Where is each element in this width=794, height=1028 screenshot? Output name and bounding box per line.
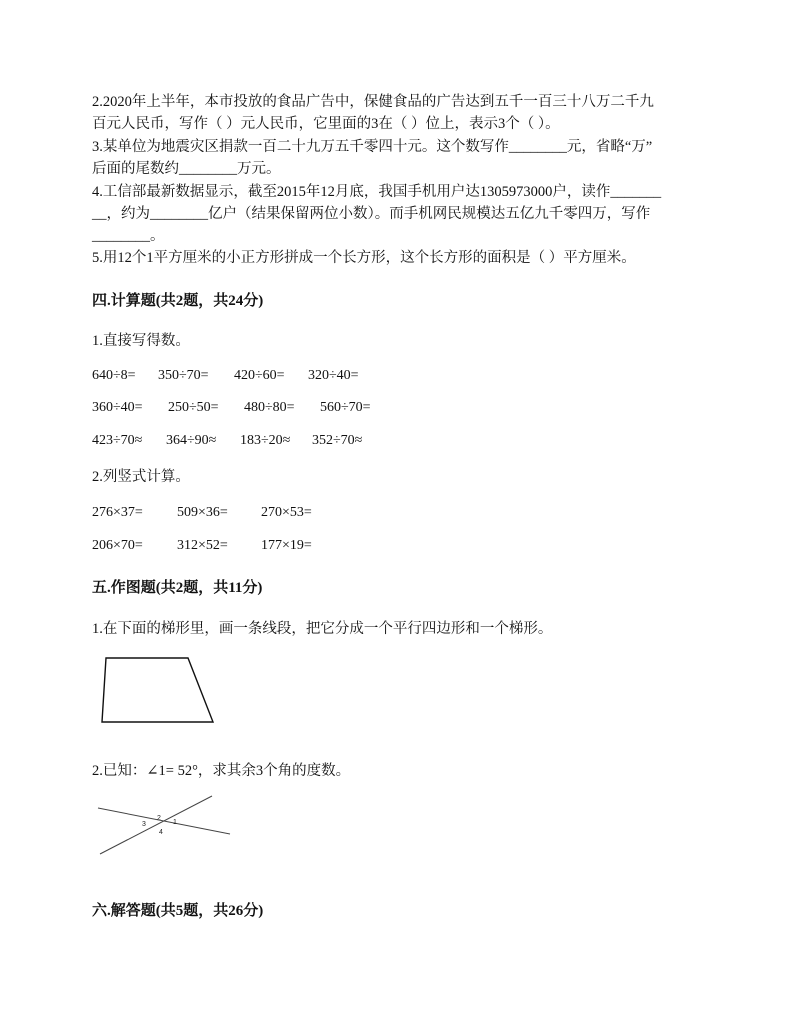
direct-calc-item: 350÷70= bbox=[158, 368, 209, 383]
direct-calc-row-1 bbox=[92, 368, 359, 384]
direct-calc-item: 420÷60= bbox=[234, 368, 285, 383]
direct-calc-item: 320÷40= bbox=[308, 368, 359, 383]
q4-line-3: ________。 bbox=[92, 228, 165, 244]
drawing-q2-text: 2.已知：∠1= 52°，求其余3个角的度数。 bbox=[92, 763, 351, 779]
direct-calc-title: 1.直接写得数。 bbox=[92, 333, 190, 349]
direct-calc-row-3 bbox=[92, 433, 362, 449]
vertical-calc-item: 276×37= bbox=[92, 505, 143, 520]
vertical-calc-item: 177×19= bbox=[261, 538, 312, 553]
q4-line-1: 4.工信部最新数据显示，截至2015年12月底，我国手机用户达1305973000户，读作_______ bbox=[92, 184, 662, 200]
direct-calc-item: 640÷8= bbox=[92, 368, 136, 383]
trapezoid-figure bbox=[100, 655, 216, 725]
q4-line-2: __，约为________亿户（结果保留两位小数）。而手机网民规模达五亿九千零四万，写作 bbox=[92, 206, 651, 222]
vertical-calc-title: 2.列竖式计算。 bbox=[92, 469, 190, 485]
drawing-q1-text: 1.在下面的梯形里，画一条线段，把它分成一个平行四边形和一个梯形。 bbox=[92, 621, 553, 637]
intersecting-lines-figure bbox=[96, 794, 232, 858]
q5-line-1: 5.用12个1平方厘米的小正方形拼成一个长方形，这个长方形的面积是（ ）平方厘米。 bbox=[92, 250, 636, 266]
direct-calc-item: 560÷70= bbox=[320, 400, 371, 415]
direct-calc-item: 250÷50= bbox=[168, 400, 219, 415]
angle-label-3: 3 bbox=[142, 821, 146, 828]
vertical-calc-item: 509×36= bbox=[177, 505, 228, 520]
direct-calc-item: 360÷40= bbox=[92, 400, 143, 415]
q2-line-1: 2.2020年上半年，本市投放的食品广告中，保健食品的广告达到五千一百三十八万二千九 bbox=[92, 94, 654, 110]
direct-calc-item: 352÷70≈ bbox=[312, 433, 363, 448]
vertical-calc-row-2 bbox=[92, 538, 312, 554]
section4-heading: 四.计算题(共2题，共24分) bbox=[92, 293, 264, 309]
q3-line-2: 后面的尾数约________万元。 bbox=[92, 161, 281, 177]
slanted-line bbox=[100, 796, 212, 854]
direct-calc-row-2 bbox=[92, 400, 371, 416]
q3-line-1: 3.某单位为地震灾区捐款一百二十九万五千零四十元。这个数写作________元，省略“万” bbox=[92, 139, 653, 155]
angle-label-4: 4 bbox=[159, 829, 163, 836]
direct-calc-item: 480÷80= bbox=[244, 400, 295, 415]
direct-calc-item: 364÷90≈ bbox=[166, 433, 217, 448]
vertical-calc-item: 312×52= bbox=[177, 538, 228, 553]
direct-calc-item: 423÷70≈ bbox=[92, 433, 143, 448]
vertical-calc-item: 270×53= bbox=[261, 505, 312, 520]
trapezoid-shape bbox=[102, 658, 213, 722]
vertical-calc-item: 206×70= bbox=[92, 538, 143, 553]
angle-label-1: 1 bbox=[173, 819, 177, 826]
section6-heading: 六.解答题(共5题，共26分) bbox=[92, 903, 264, 919]
section5-heading: 五.作图题(共2题，共11分) bbox=[92, 580, 263, 596]
q2-line-2: 百元人民币，写作（ ）元人民币，它里面的3在（ ）位上，表示3个（ ）。 bbox=[92, 116, 560, 132]
angle-label-2: 2 bbox=[157, 815, 161, 822]
direct-calc-item: 183÷20≈ bbox=[240, 433, 291, 448]
vertical-calc-row-1 bbox=[92, 505, 312, 521]
